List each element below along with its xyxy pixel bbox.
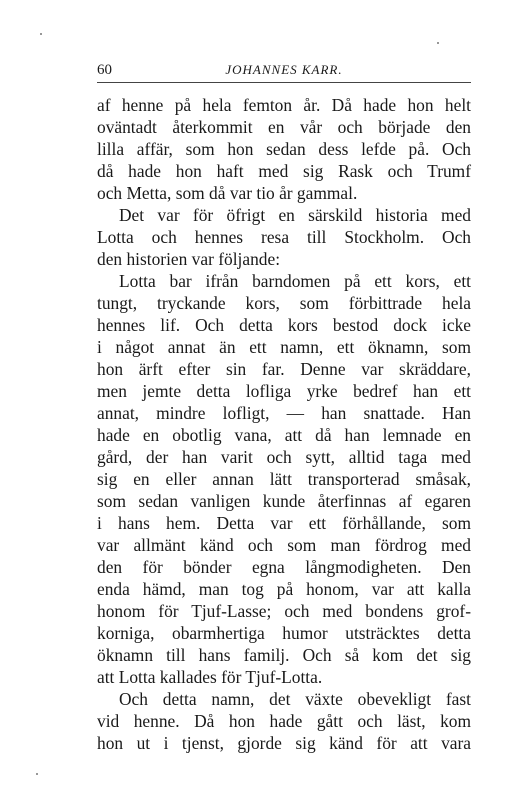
text-line: annat, mindre lofligt, — han snattade. Han bbox=[97, 403, 471, 423]
header-rule bbox=[97, 82, 471, 83]
text-line: som sedan vanligen kunde återfinnas af egaren bbox=[97, 491, 471, 511]
paper-speck bbox=[437, 42, 439, 44]
text-line: tungt, tryckande kors, som förbittrade hela bbox=[97, 293, 471, 313]
body-text bbox=[97, 94, 471, 754]
text-line: korniga, obarmhertiga humor utsträcktes detta bbox=[97, 623, 471, 643]
text-line: honom för Tjuf-Lasse; och med bondens grof- bbox=[97, 601, 471, 621]
text-line: Lotta bar ifrån barndomen på ett kors, ett bbox=[119, 271, 471, 291]
text-line: hennes lif. Och detta kors bestod dock icke bbox=[97, 315, 471, 335]
page-number: 60 bbox=[97, 62, 112, 78]
page-header bbox=[97, 60, 471, 82]
text-line: Och detta namn, det växte obevekligt fast bbox=[119, 689, 471, 709]
paper-speck bbox=[40, 33, 42, 35]
paper-speck bbox=[36, 773, 38, 775]
text-line: öknamn till hans familj. Och så kom det sig bbox=[97, 645, 471, 665]
text-line: då hade hon haft med sig Rask och Trumf bbox=[97, 161, 471, 181]
text-line: hon ut i tjenst, gjorde sig känd för att vara bbox=[97, 733, 471, 753]
text-line: men jemte detta lofliga yrke bedref han ett bbox=[97, 381, 471, 401]
text-line: Det var för öfrigt en särskild historia med bbox=[119, 205, 471, 225]
text-line: hon ärft efter sin far. Denne var skräddare, bbox=[97, 359, 471, 379]
text-line: den historien var följande: bbox=[97, 249, 281, 269]
text-line: vid henne. Då hon hade gått och läst, kom bbox=[97, 711, 471, 731]
text-line: var allmänt känd och som man fördrog med bbox=[97, 535, 471, 555]
text-line: sig en eller annan lätt transporterad småsak, bbox=[97, 469, 471, 489]
text-line: af henne på hela femton år. Då hade hon helt bbox=[97, 95, 471, 115]
text-line: enda hämd, man tog på honom, var att kalla bbox=[97, 579, 471, 599]
text-line: lilla affär, som hon sedan dess lefde på. Och bbox=[97, 139, 471, 159]
text-line: hade en obotlig vana, att då han lemnade en bbox=[97, 425, 471, 445]
text-line: den för bönder egna långmodigheten. Den bbox=[97, 557, 471, 577]
running-head: JOHANNES KARR. bbox=[225, 62, 343, 77]
text-line: oväntadt återkommit en vår och började den bbox=[97, 117, 471, 137]
text-line: gård, der han varit och sytt, alltid taga med bbox=[97, 447, 471, 467]
text-line: i något annat än ett namn, ett öknamn, som bbox=[97, 337, 471, 357]
text-line: Lotta och hennes resa till Stockholm. Och bbox=[97, 227, 471, 247]
text-line: i hans hem. Detta var ett förhållande, som bbox=[97, 513, 471, 533]
text-line: och Metta, som då var tio år gammal. bbox=[97, 183, 358, 203]
text-line: att Lotta kallades för Tjuf-Lotta. bbox=[97, 667, 323, 687]
